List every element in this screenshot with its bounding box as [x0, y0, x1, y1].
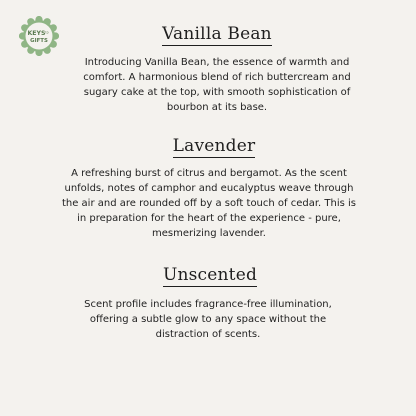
section-title: Lavender [172, 136, 256, 156]
logo-line1: KEYS [27, 30, 46, 37]
scent-section-lavender [0, 136, 416, 241]
section-description: Scent profile includes fragrance-free illumination, offering a subtle glow to any space without the distraction of scents. [84, 299, 332, 340]
scent-section-vanilla [0, 24, 416, 115]
logo-small: to [45, 30, 49, 35]
section-description: Introducing Vanilla Bean, the essence of warmth and comfort. A harmonious blend of rich buttercream and sugary cake at the top, with smooth sophistication of bourbon at its base. [83, 57, 351, 113]
scent-section-unscented [0, 265, 416, 342]
logo-line2: GIFTS [30, 38, 48, 44]
section-title: Vanilla Bean [162, 24, 272, 44]
section-description: A refreshing burst of citrus and bergamot. As the scent unfolds, notes of camphor and eucalyptus weave through the air and are rounded off by a soft touch of cedar. This is in preparation for the heart of the experience - pure, mesmerizing lavender. [61, 168, 357, 239]
section-title: Unscented [162, 265, 258, 285]
